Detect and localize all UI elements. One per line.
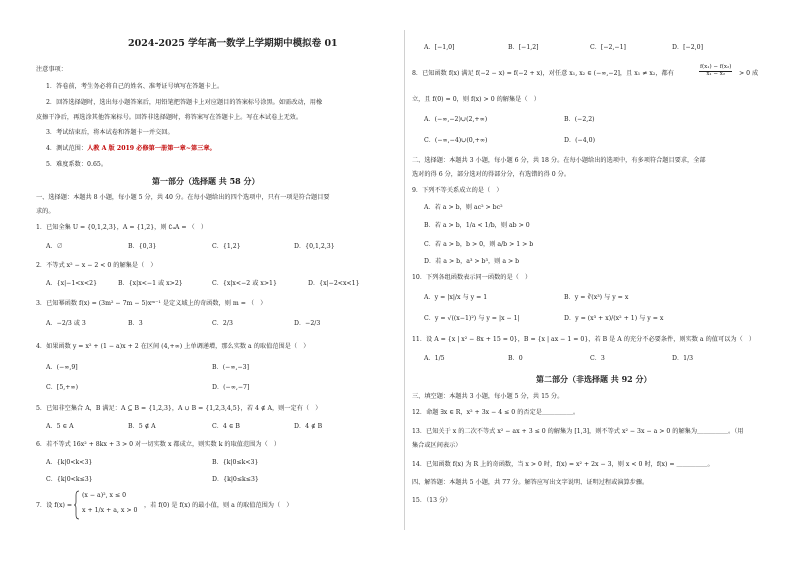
notice-item-5: 5．难度系数：0.65。 — [46, 161, 108, 168]
section2-intro: 二、选择题：本题共 3 小题，每小题 6 分，共 18 分。在每小题给出的选项中，有多项符合题目要求，全部 — [412, 157, 706, 164]
part2-title: 第二部分（非选择题 共 92 分） — [536, 374, 652, 384]
notice-item-1: 1．答卷前，考生务必将自己的姓名、准考证号填写在答题卡上。 — [46, 83, 224, 90]
q3-option-d[interactable]: D．−2/3 — [294, 320, 321, 327]
question-3: 3．已知幂函数 f(x) = (3m² − 7m − 5)xᵐ⁻¹ 是定义域上的奇函数，则 m = （ ） — [36, 300, 267, 307]
q6-option-c[interactable]: C．{k|0<k≤3} — [46, 476, 93, 483]
q11-option-a[interactable]: A．1/5 — [424, 355, 445, 362]
q10-option-c[interactable]: C．y = √((x−1)²) 与 y = |x − 1| — [424, 315, 520, 322]
part1-title: 第一部分（选择题 共 58 分） — [152, 176, 260, 186]
question-7-case-2: x + 1/x + a, x > 0 — [82, 507, 138, 514]
question-11: 11．设 A = {x | x² − 8x + 15 = 0}，B = {x | ax − 1 = 0}，若 B 是 A 的充分不必要条件，则实数 a 的值可以为（ ） — [412, 336, 756, 343]
section4-intro: 四、解答题：本题共 5 小题，共 77 分。解答应写出文字说明、证明过程或演算步骤。 — [412, 479, 649, 486]
q9-option-c[interactable]: C．若 a > b，b > 0，则 a/b > 1 > b — [424, 241, 534, 248]
q5-option-a[interactable]: A．5 ∈ A — [46, 423, 74, 430]
q1-option-c[interactable]: C．{1,2} — [212, 243, 241, 250]
q7-option-d[interactable]: D．[−2,0] — [672, 44, 704, 51]
q5-option-d[interactable]: D．4 ∉ B — [294, 423, 323, 430]
q8-option-d[interactable]: D．(−4,0) — [564, 137, 596, 144]
question-7-case-1: (x − a)², x ≤ 0 — [82, 492, 127, 499]
question-8: 8．已知函数 f(x) 满足 f(−2 − x) = f(−2 + x)，对任意 x₁, x₂ ∈ (−∞,−2]，且 x₁ ≠ x₂，都有 — [412, 70, 674, 77]
question-7-lead: 7．设 f(x) = — [36, 502, 73, 509]
q4-option-a[interactable]: A．(−∞,9] — [46, 364, 78, 371]
question-8-fraction-numerator: f(x₁) − f(x₂) — [700, 64, 732, 70]
q2-option-d[interactable]: D．{x|−2<x<1} — [308, 280, 360, 287]
q2-option-c[interactable]: C．{x|x<−2 或 x>1} — [212, 280, 277, 287]
question-8-cont: 立，且 f(0) = 0，则 f(x) > 0 的解集是（ ） — [412, 96, 540, 103]
q11-option-b[interactable]: B．0 — [508, 355, 523, 362]
q5-option-c[interactable]: C．4 ∈ B — [212, 423, 240, 430]
q11-option-d[interactable]: D．1/3 — [672, 355, 694, 362]
q10-option-a[interactable]: A．y = |x|/x 与 y = 1 — [424, 294, 488, 301]
question-2: 2．不等式 x² − x − 2 < 0 的解集是（ ） — [36, 262, 157, 269]
q1-option-a[interactable]: A．∅ — [46, 243, 63, 250]
question-14: 14．已知函数 f(x) 为 R 上的奇函数，当 x > 0 时，f(x) = x² + 2x − 3，则 x < 0 时，f(x) = ＿＿＿＿＿。 — [412, 461, 714, 468]
q1-option-d[interactable]: D．{0,1,2,3} — [294, 243, 335, 250]
notice-item-4 — [46, 145, 216, 153]
q9-option-a[interactable]: A．若 a > b，则 ac² > bc² — [424, 204, 503, 211]
q7-option-a[interactable]: A．[−1,0] — [424, 44, 455, 51]
section3-intro: 三、填空题：本题共 3 小题，每小题 5 分，共 15 分。 — [412, 393, 564, 400]
question-15: 15．（13 分） — [412, 497, 452, 504]
notice-item-2-cont: 皮擦干净后，再选涂其他答案标号。回答非选择题时，将答案写在答题卡上。写在本试卷上无效。 — [36, 114, 303, 121]
question-13-cont: 集合或区间表示） — [412, 442, 462, 449]
q10-option-b[interactable]: B．y = ∛(x³) 与 y = x — [564, 294, 629, 301]
notice-item-3: 3．考试结束后，将本试卷和答题卡一并交回。 — [46, 129, 174, 136]
q3-option-b[interactable]: B．3 — [128, 320, 143, 327]
section1-intro: 一、选择题：本题共 8 小题，每小题 5 分，共 40 分。在每小题给出的四个选项中，只有一项是符合题目要 — [36, 194, 330, 201]
question-12: 12．命题 ∃x ∈ R，x² + 3x − 4 ≤ 0 的否定是＿＿＿＿＿。 — [412, 409, 580, 416]
q6-option-a[interactable]: A．{k|0<k<3} — [46, 459, 93, 466]
q6-option-d[interactable]: D．{k|0≤k≤3} — [212, 476, 259, 483]
column-divider — [404, 30, 405, 530]
q2-option-a[interactable]: A．{x|−1<x<2} — [46, 280, 98, 287]
q6-option-b[interactable]: B．{k|0≤k<3} — [212, 459, 259, 466]
q3-option-a[interactable]: A．−2/3 或 3 — [46, 320, 86, 327]
section1-intro-cont: 求的。 — [36, 208, 55, 215]
q4-option-b[interactable]: B．(−∞,−3] — [212, 364, 249, 371]
question-8-fraction-denominator: x₁ − x₂ — [706, 70, 726, 77]
notice-item-2: 2．回答选择题时，选出每小题答案后，用铅笔把答题卡上对应题目的答案标号涂黑。如需改动，用橡 — [46, 99, 323, 106]
question-8-fraction — [699, 65, 732, 77]
question-8-tail: > 0 成 — [739, 70, 759, 77]
question-5: 5．已知非空集合 A，B 满足：A ⊆ B = {1,2,3}，A ∪ B = {1,2,3,4,5}，若 4 ∉ A，则一定有（ ） — [36, 405, 322, 412]
q7-option-b[interactable]: B．[−1,2] — [508, 44, 539, 51]
q4-option-d[interactable]: D．(−∞,−7] — [212, 384, 250, 391]
page-title: 2024-2025 学年高一数学上学期期中模拟卷 01 — [128, 38, 338, 49]
q1-option-b[interactable]: B．{0,3} — [128, 243, 157, 250]
q10-option-d[interactable]: D．y = (x³ + x)/(x² + 1) 与 y = x — [564, 315, 664, 322]
q8-option-b[interactable]: B．(−2,2) — [564, 116, 595, 123]
right-column — [412, 0, 782, 562]
question-7-tail: ，若 f(0) 是 f(x) 的最小值，则 a 的取值范围为（ ） — [144, 502, 293, 509]
q5-option-b[interactable]: B．5 ∉ A — [128, 423, 156, 430]
question-1: 1．已知全集 U = {0,1,2,3}，A = {1,2}，则 ∁ᵤA = （ ） — [36, 224, 208, 231]
notice-scope-value: 人教 A 版 2019 必修第一册第一章~第三章。 — [87, 145, 216, 152]
q11-option-c[interactable]: C．3 — [590, 355, 605, 362]
question-4: 4．如果函数 y = x² + (1 − a)x + 2 在区间 (4,+∞) 上单调递增，那么实数 a 的取值范围是（ ） — [36, 343, 310, 350]
q4-option-c[interactable]: C．[5,+∞) — [46, 384, 78, 391]
question-6: 6．若不等式 16x² + 8kx + 3 > 0 对一切实数 x 都成立，则实数 k 的取值范围为（ ） — [36, 441, 281, 448]
question-9: 9．下列不等关系成立的是（ ） — [412, 187, 503, 194]
piecewise-brace-icon — [74, 490, 80, 520]
notice-scope-label: 4．测试范围： — [46, 145, 88, 152]
left-column — [36, 0, 406, 562]
q8-option-a[interactable]: A．(−∞,−2)∪(2,+∞) — [424, 116, 488, 123]
section2-intro-cont: 选对的得 6 分，部分选对的得部分分，有选错的得 0 分。 — [412, 171, 571, 178]
q7-option-c[interactable]: C．[−2,−1] — [590, 44, 626, 51]
notice-heading: 注意事项： — [36, 66, 67, 73]
q3-option-c[interactable]: C．2/3 — [212, 320, 233, 327]
question-13: 13．已知关于 x 的二次不等式 x² − ax + 3 ≤ 0 的解集为 [1,3]，则不等式 x² − 3x − a > 0 的解集为＿＿＿＿＿。（用 — [412, 428, 744, 435]
q9-option-d[interactable]: D．若 a > b，a³ > b³，则 a > b — [424, 258, 520, 265]
q9-option-b[interactable]: B．若 a > b，1/a < 1/b，则 ab > 0 — [424, 222, 530, 229]
question-10: 10．下列各组函数表示同一函数的是（ ） — [412, 274, 532, 281]
q2-option-b[interactable]: B．{x|x<−1 或 x>2} — [118, 280, 183, 287]
q8-option-c[interactable]: C．(−∞,−4)∪(0,+∞) — [424, 137, 488, 144]
